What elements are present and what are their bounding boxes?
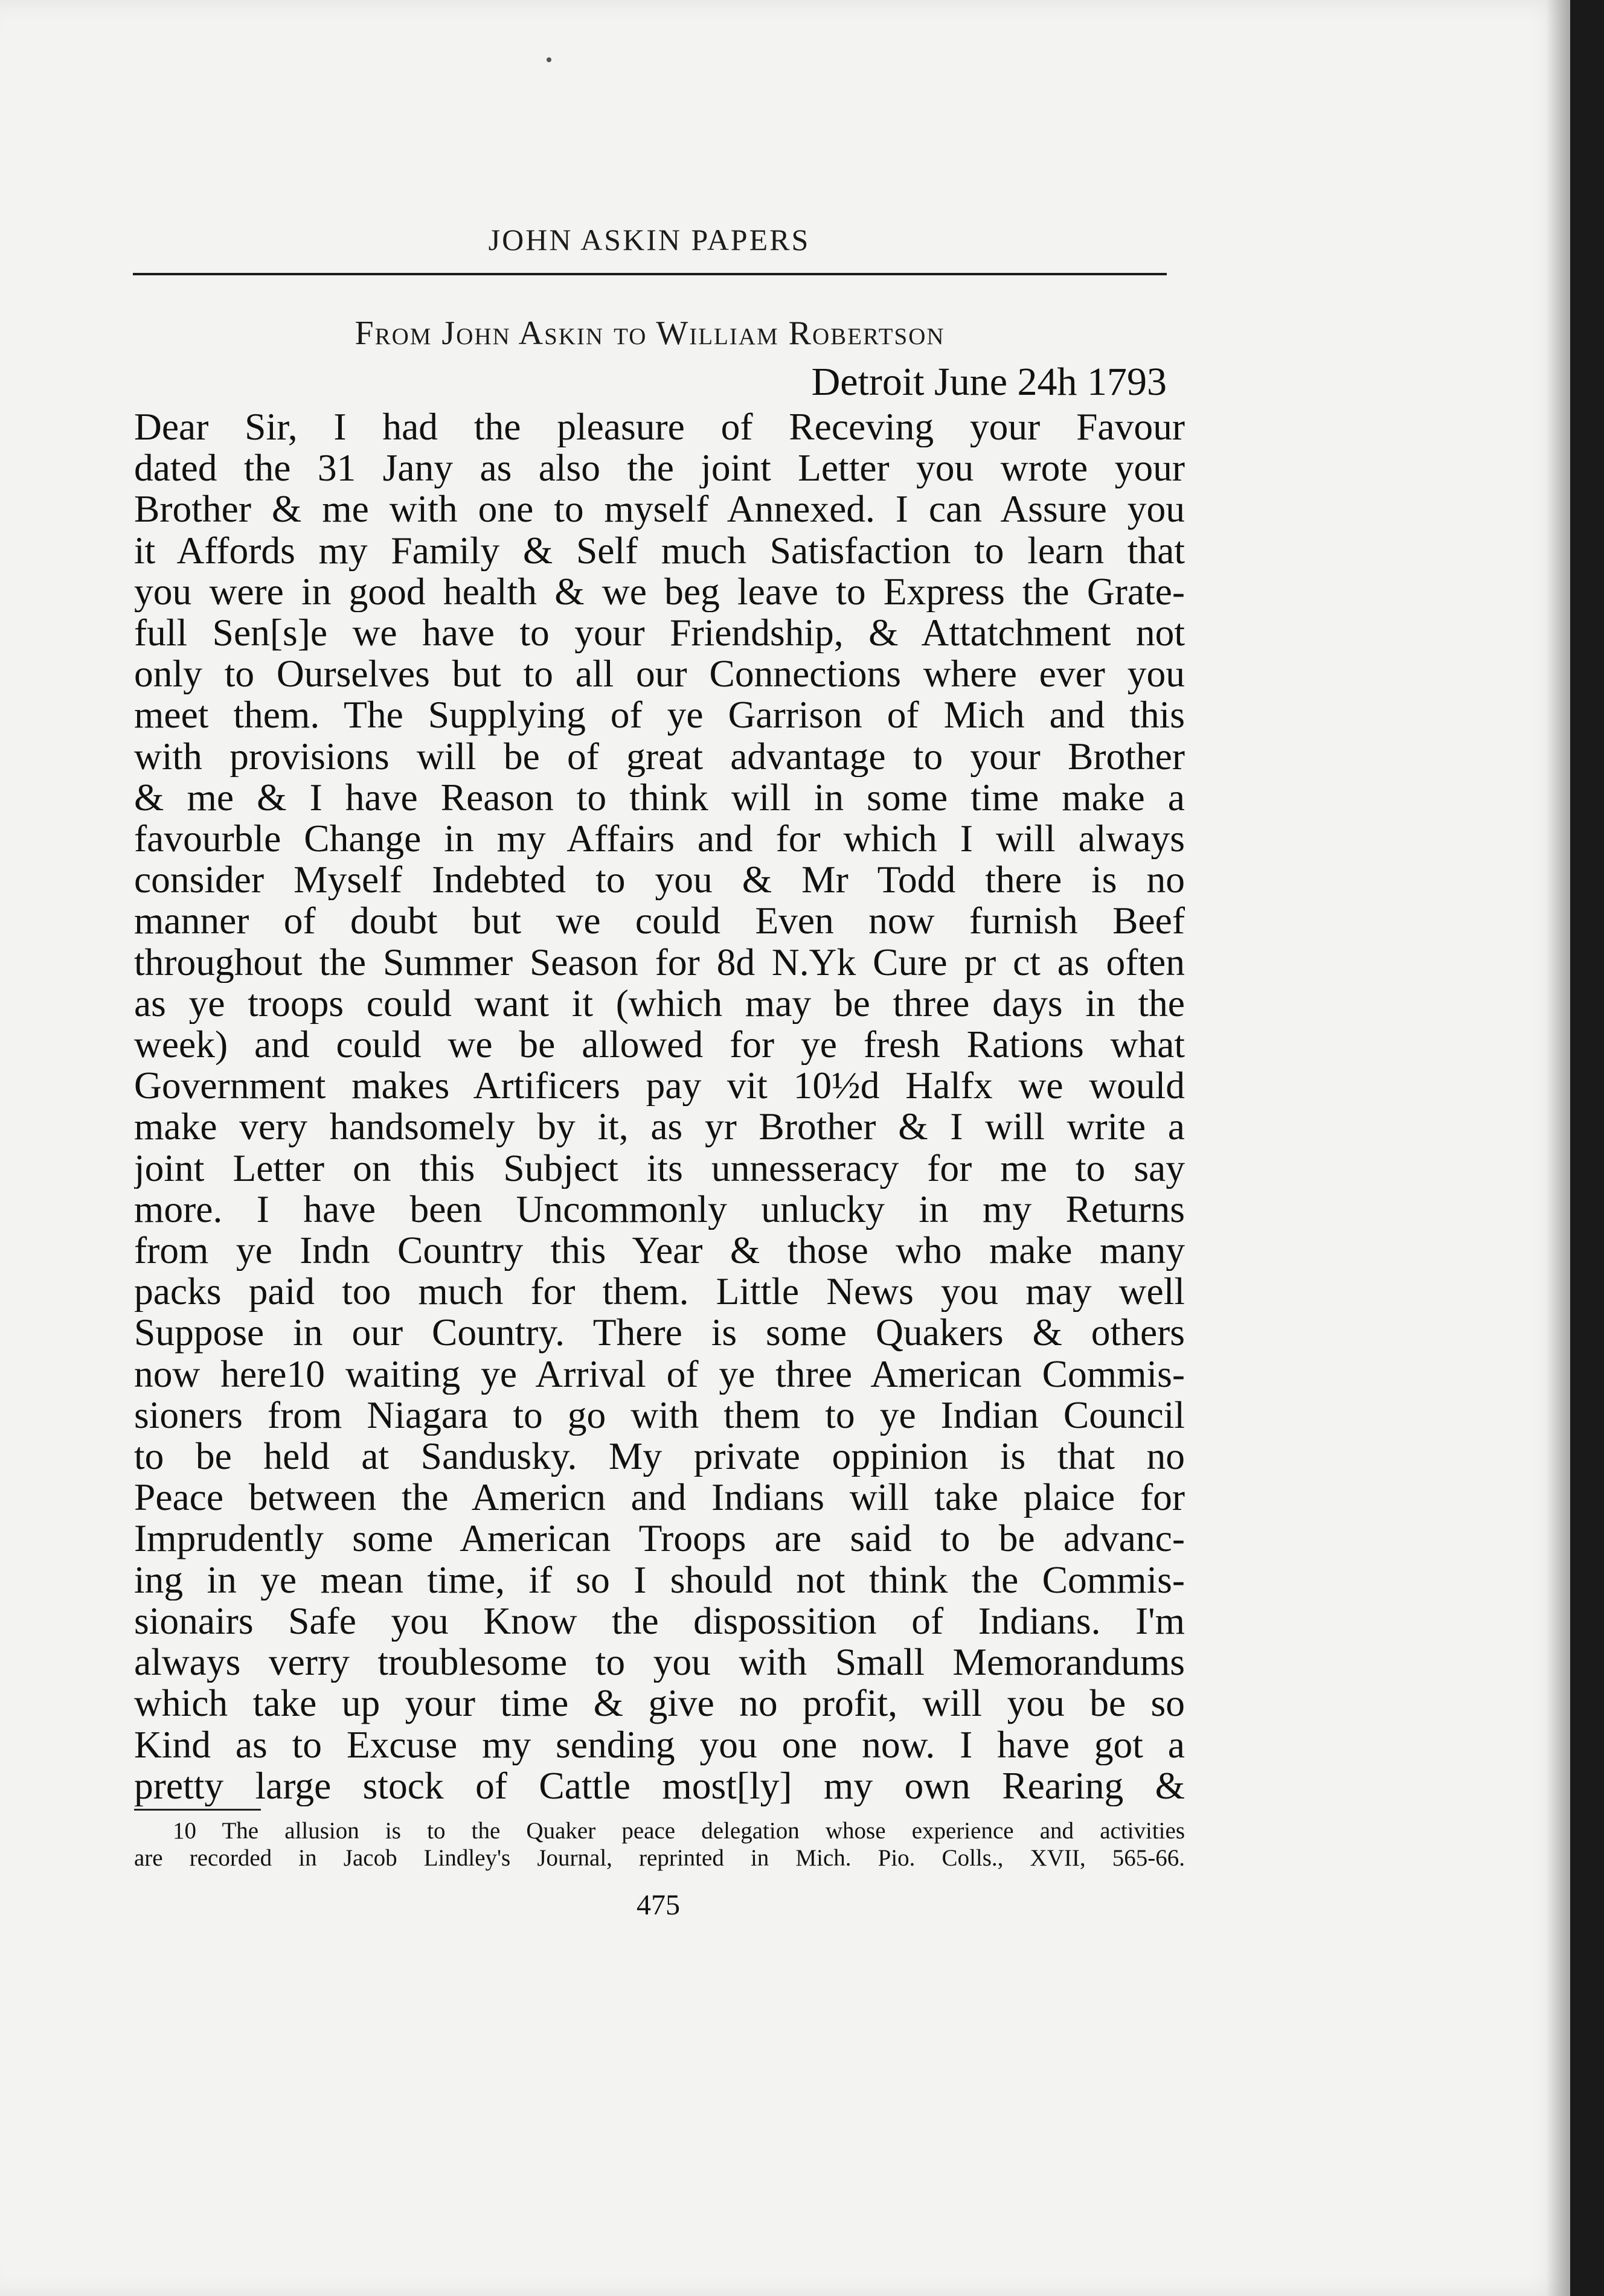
body-line: Imprudently some American Troops are said to be advanc- [134,1518,1185,1559]
body-line: to be held at Sandusky. My private oppinion is that no [134,1436,1185,1477]
body-line: meet them. The Supplying of ye Garrison of Mich and this [134,694,1185,736]
body-line: with provisions will be of great advantage to your Brother [134,735,1185,777]
body-line: which take up your time & give no profit, will you be so [134,1683,1185,1724]
body-line: make very handsomely by it, as yr Brother & I will write a [134,1106,1185,1148]
body-line: Government makes Artificers pay vit 10½d Halfx we would [134,1065,1185,1107]
body-line: pretty large stock of Cattle most[ly] my own Rearing & [134,1765,1185,1806]
body-line: Kind as to Excuse my sending you one now. I have got a [134,1724,1185,1765]
footnote-line: are recorded in Jacob Lindley's Journal, reprinted in Mich. Pio. Colls., XVII, 565-66. [134,1845,1185,1871]
body-line: as ye troops could want it (which may be three days in the [134,982,1185,1025]
body-line: Peace between the Americn and Indians will take plaice for [134,1477,1185,1518]
body-line: dated the 31 Jany as also the joint Letter you wrote your [134,447,1185,489]
page-number: 475 [637,1889,680,1921]
body-line: Dear Sir, I had the pleasure of Receving your Favour [134,406,1185,448]
paper-speck [547,57,551,62]
page-edge-shadow [1546,0,1570,2296]
letter-body [134,406,1185,1806]
body-line: only to Ourselves but to all our Connections where ever you [134,653,1185,695]
body-line: it Affords my Family & Self much Satisfaction to learn that [134,529,1185,571]
footnote [134,1817,1185,1872]
body-line: favourble Change in my Affairs and for which I will always [134,818,1185,860]
body-line: joint Letter on this Subject its unnesseracy for me to say [134,1147,1185,1189]
header-rule [133,273,1167,275]
body-line: packs paid too much for them. Little News you may well [134,1271,1185,1313]
body-line: week) and could we be allowed for ye fresh Rations what [134,1024,1185,1066]
body-line: Brother & me with one to myself Annexed. I can Assure you [134,488,1185,530]
letter-title: From John Askin to William Robertson [354,315,945,352]
body-line: Suppose in our Country. There is some Quakers & others [134,1312,1185,1354]
body-line: throughout the Summer Season for 8d N.Yk Cure pr ct as often [134,941,1185,983]
body-line: now here10 waiting ye Arrival of ye three American Commis- [134,1353,1185,1395]
dateline: Detroit June 24h 1793 [811,360,1167,404]
body-line: full Sen[s]e we have to your Friendship, & Attatchment not [134,612,1185,654]
body-line: sionairs Safe you Know the dispossition of Indians. I'm [134,1600,1185,1642]
body-line: more. I have been Uncommonly unlucky in my Returns [134,1188,1185,1230]
body-line: from ye Indn Country this Year & those who make many [134,1230,1185,1271]
body-line: always verry troublesome to you with Small Memorandums [134,1642,1185,1683]
body-line: sioners from Niagara to go with them to ye Indian Council [134,1394,1185,1436]
body-line: consider Myself Indebted to you & Mr Todd there is no [134,859,1185,901]
body-line: you were in good health & we beg leave to Express the Grate- [134,571,1185,613]
body-line: ing in ye mean time, if so I should not think the Commis- [134,1559,1185,1600]
footnote-rule [134,1809,261,1811]
body-line: manner of doubt but we could Even now furnish Beef [134,900,1185,942]
body-line: & me & I have Reason to think will in some time make a [134,776,1185,819]
running-head: JOHN ASKIN PAPERS [488,223,810,257]
footnote-line: 10 The allusion is to the Quaker peace delegation whose experience and activities [173,1818,1185,1844]
